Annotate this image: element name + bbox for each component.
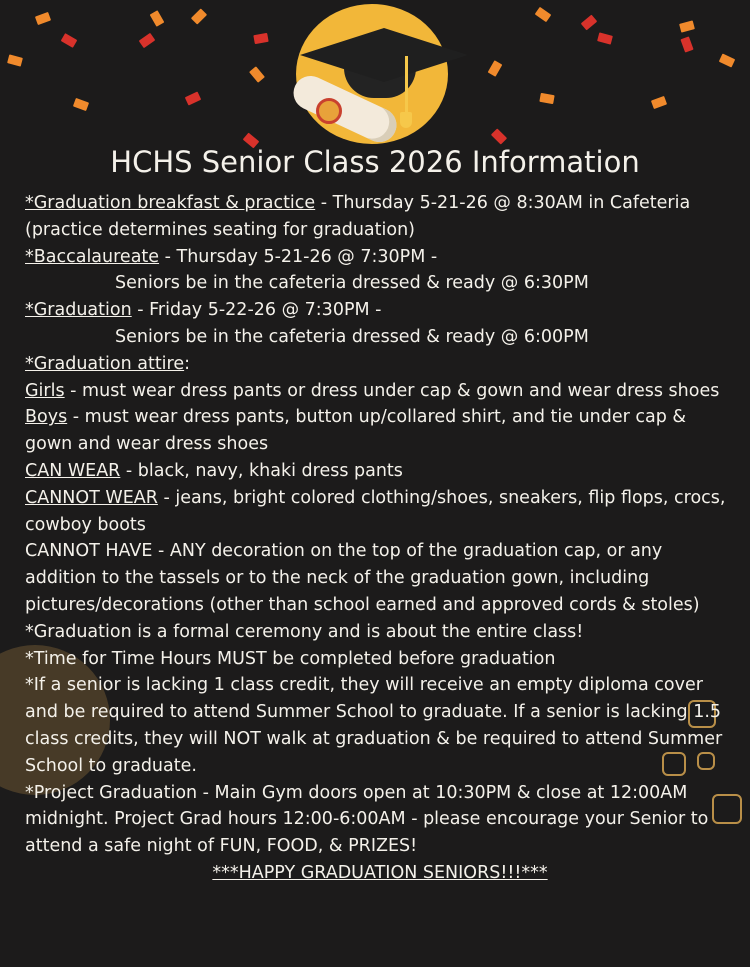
confetti-icon: [680, 36, 693, 52]
confetti-icon: [488, 60, 503, 77]
project-graduation-line: *Project Graduation - Main Gym doors open at 10:30PM & close at 12:00AM midnight. Project Grad hours 12:00-6:00AM - please encourage your Senior to attend a safe night of FUN, FOOD, & PRIZES!: [25, 782, 709, 857]
confetti-icon: [581, 15, 598, 31]
confetti-icon: [61, 33, 78, 48]
confetti-icon: [73, 98, 89, 111]
time-hours-line: *Time for Time Hours MUST be completed before graduation: [25, 648, 556, 669]
girls-details: - must wear dress pants or dress under cap & gown and wear dress shoes: [64, 380, 720, 401]
breakfast-practice-label: *Graduation breakfast & practice: [25, 193, 316, 213]
cannot-wear-label: CANNOT WEAR: [25, 487, 158, 508]
baccalaureate-details: - Thursday 5-21-26 @ 7:30PM -: [159, 246, 438, 267]
baccalaureate-label: *Baccalaureate: [25, 246, 160, 267]
can-wear-line: [25, 458, 735, 485]
boys-label: Boys: [25, 407, 68, 428]
confetti-icon: [719, 53, 735, 67]
boys-details: - must wear dress pants, button up/collared shirt, and tie under cap & gown and wear dress shoes: [25, 407, 687, 455]
can-wear-details: - black, navy, khaki dress pants: [120, 460, 403, 481]
attire-colon: :: [184, 353, 191, 374]
formal-ceremony-line: *Graduation is a formal ceremony and is about the entire class!: [25, 621, 584, 642]
confetti-icon: [679, 20, 695, 32]
confetti-icon: [35, 12, 51, 25]
graduation-label: *Graduation: [25, 300, 132, 321]
graduation-line: [25, 297, 735, 324]
graduation-arrival: Seniors be in the cafeteria dressed & ready @ 6:00PM: [115, 326, 589, 347]
baccalaureate-arrival: Seniors be in the cafeteria dressed & ready @ 6:30PM: [115, 273, 589, 294]
info-body: [25, 190, 735, 887]
can-wear-label: CAN WEAR: [25, 460, 121, 481]
cannot-wear-line: [25, 485, 735, 539]
credit-requirement-line: *If a senior is lacking 1 class credit, they will receive an empty diploma cover and be required to attend Summer School to graduate. If a senior is lacking 1.5 class credits, they will NOT walk at graduation & be required to attend Summer School to graduate.: [25, 675, 723, 776]
confetti-icon: [191, 8, 207, 24]
baccalaureate-line: [25, 244, 735, 271]
cannot-have-line: CANNOT HAVE - ANY decoration on the top of the graduation cap, or any addition to the tassels or to the neck of the graduation gown, including pictures/decorations (other than school earned and approved cords & stoles): [25, 541, 700, 615]
confetti-icon: [249, 66, 265, 83]
confetti-icon: [539, 93, 554, 104]
confetti-icon: [491, 128, 507, 144]
girls-label: Girls: [25, 380, 65, 401]
attire-label: *Graduation attire: [25, 353, 185, 374]
confetti-icon: [7, 54, 23, 66]
confetti-icon: [185, 91, 201, 105]
tassel-end-icon: [400, 112, 412, 128]
boys-attire-line: [25, 404, 735, 458]
page-title: HCHS Senior Class 2026 Information: [110, 145, 640, 179]
tassel-icon: [405, 56, 408, 120]
confetti-icon: [253, 33, 268, 44]
breakfast-practice-line: [25, 190, 735, 244]
confetti-icon: [535, 7, 552, 22]
girls-attire-line: [25, 378, 735, 405]
closing-banner: ***HAPPY GRADUATION SENIORS!!!***: [212, 862, 548, 883]
confetti-icon: [139, 33, 156, 48]
confetti-icon: [150, 10, 165, 27]
graduation-details: - Friday 5-22-26 @ 7:30PM -: [131, 300, 382, 321]
breakfast-practice-details: - Thursday 5-21-26 @ 8:30AM in Cafeteria (practice determines seating for graduation): [25, 193, 691, 240]
confetti-icon: [651, 96, 667, 109]
cannot-wear-details: - jeans, bright colored clothing/shoes, sneakers, flip flops, crocs, cowboy boots: [25, 487, 726, 535]
attire-heading: [25, 351, 735, 378]
confetti-icon: [597, 32, 613, 44]
seal-icon: [316, 98, 342, 124]
